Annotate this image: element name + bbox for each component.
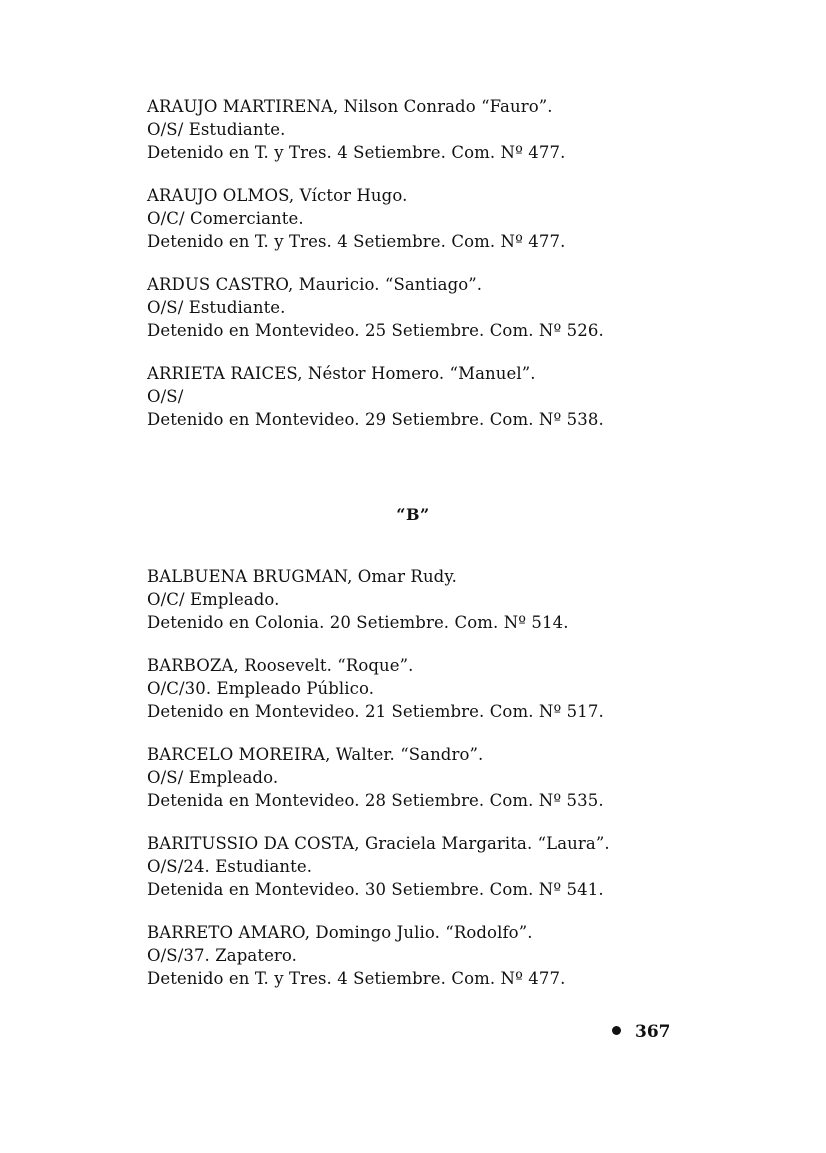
bullet-icon — [612, 1026, 621, 1035]
entry-detention: Detenido en Montevideo. 29 Setiembre. Com. Nº 538. — [147, 410, 604, 429]
entry-balbuena-brugman — [147, 565, 707, 634]
entry-araujo-martirena — [147, 95, 707, 164]
entry-name: BARRETO AMARO, Domingo Julio. “Rodolfo”. — [147, 923, 533, 942]
entry-status: O/S/ Estudiante. — [147, 298, 286, 317]
section-heading-b: “B” — [396, 505, 430, 524]
entry-name: ARDUS CASTRO, Mauricio. “Santiago”. — [147, 275, 483, 294]
entry-status: O/S/24. Estudiante. — [147, 857, 313, 876]
entry-status: O/S/ Empleado. — [147, 768, 279, 787]
entry-name: ARRIETA RAICES, Néstor Homero. “Manuel”. — [147, 364, 536, 383]
entry-detention: Detenido en T. y Tres. 4 Setiembre. Com. Nº 477. — [147, 969, 566, 988]
entry-status: O/C/ Comerciante. — [147, 209, 304, 228]
entry-detention: Detenido en Colonia. 20 Setiembre. Com. Nº 514. — [147, 613, 569, 632]
entry-status: O/S/ — [147, 387, 184, 406]
entries-section-b — [147, 565, 707, 1010]
entry-arrieta-raices — [147, 362, 707, 431]
page-number-footer — [612, 1022, 671, 1042]
entry-detention: Detenida en Montevideo. 30 Setiembre. Com. Nº 541. — [147, 880, 604, 899]
entry-detention: Detenido en Montevideo. 25 Setiembre. Com. Nº 526. — [147, 321, 604, 340]
entry-status: O/S/ Estudiante. — [147, 120, 286, 139]
entry-detention: Detenido en Montevideo. 21 Setiembre. Com. Nº 517. — [147, 702, 604, 721]
entry-name: BARITUSSIO DA COSTA, Graciela Margarita. “Laura”. — [147, 834, 610, 853]
entry-name: ARAUJO MARTIRENA, Nilson Conrado “Fauro”. — [147, 97, 553, 116]
entry-detention: Detenida en Montevideo. 28 Setiembre. Com. Nº 535. — [147, 791, 604, 810]
entry-name: BALBUENA BRUGMAN, Omar Rudy. — [147, 567, 457, 586]
entry-name: BARBOZA, Roosevelt. “Roque”. — [147, 656, 414, 675]
page-number: 367 — [635, 1022, 671, 1042]
entry-status: O/C/ Empleado. — [147, 590, 280, 609]
entry-barcelo-moreira — [147, 743, 707, 812]
entry-status: O/C/30. Empleado Público. — [147, 679, 375, 698]
entry-araujo-olmos — [147, 184, 707, 253]
entry-barboza — [147, 654, 707, 723]
entries-section-a — [147, 95, 707, 451]
entry-barreto-amaro — [147, 921, 707, 990]
entry-ardus-castro — [147, 273, 707, 342]
entry-name: ARAUJO OLMOS, Víctor Hugo. — [147, 186, 408, 205]
entry-detention: Detenido en T. y Tres. 4 Setiembre. Com. Nº 477. — [147, 232, 566, 251]
entry-baritussio-da-costa — [147, 832, 707, 901]
entry-status: O/S/37. Zapatero. — [147, 946, 298, 965]
entry-detention: Detenido en T. y Tres. 4 Setiembre. Com. Nº 477. — [147, 143, 566, 162]
entry-name: BARCELO MOREIRA, Walter. “Sandro”. — [147, 745, 484, 764]
